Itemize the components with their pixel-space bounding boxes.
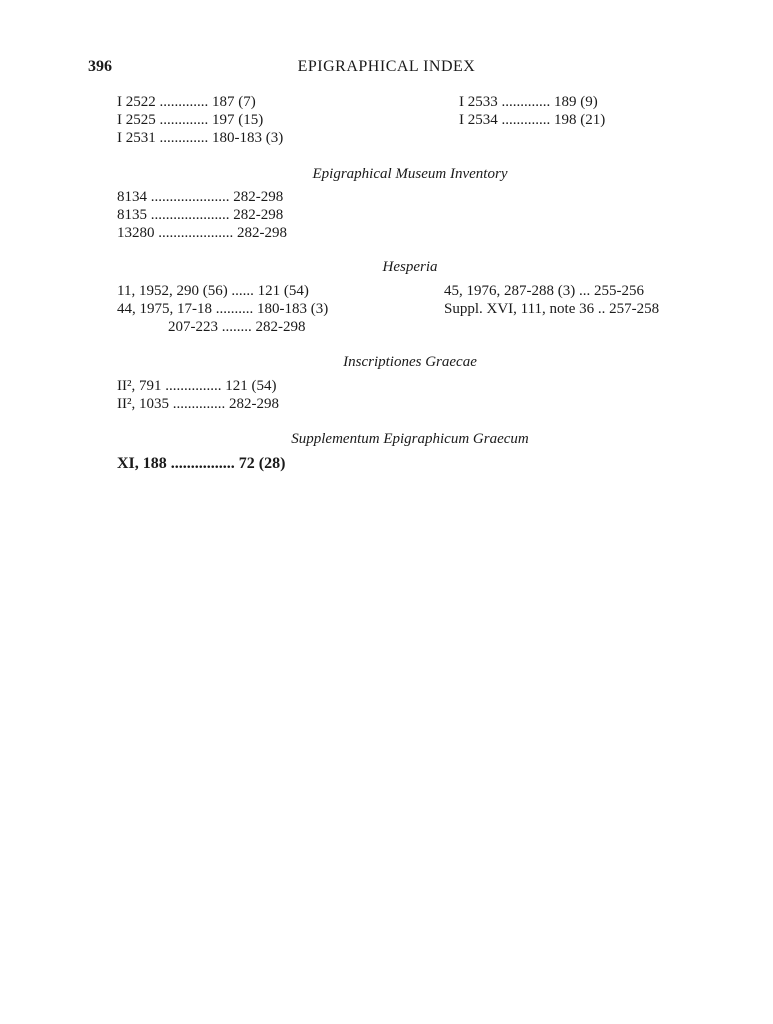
index-entry: 8135 ..................... 282-298 <box>117 207 284 223</box>
section-heading: Supplementum Epigraphicum Graecum <box>291 431 529 447</box>
index-entry: 11, 1952, 290 (56) ...... 121 (54) <box>117 283 309 299</box>
index-entry: I 2525 ............. 197 (15) <box>117 112 264 128</box>
running-head: EPIGRAPHICAL INDEX <box>297 58 476 75</box>
section-heading: Inscriptiones Graecae <box>343 354 477 370</box>
index-entry: Suppl. XVI, 111, note 36 .. 257-258 <box>444 301 660 317</box>
section-heading: Epigraphical Museum Inventory <box>312 166 508 182</box>
index-entry: I 2522 ............. 187 (7) <box>117 94 256 110</box>
index-entry: 44, 1975, 17-18 .......... 180-183 (3) <box>117 301 329 317</box>
index-entry: 207-223 ........ 282-298 <box>168 319 306 335</box>
index-entry: II², 1035 .............. 282-298 <box>117 396 279 412</box>
page-number: 396 <box>88 58 112 75</box>
index-entry: XI, 188 ................ 72 (28) <box>117 455 286 472</box>
index-entry: I 2533 ............. 189 (9) <box>459 94 598 110</box>
index-entry: I 2531 ............. 180-183 (3) <box>117 130 284 146</box>
index-entry: I 2534 ............. 198 (21) <box>459 112 606 128</box>
index-entry: 8134 ..................... 282-298 <box>117 189 284 205</box>
index-entry: 13280 .................... 282-298 <box>117 225 287 241</box>
section-heading: Hesperia <box>382 259 438 275</box>
index-entry: 45, 1976, 287-288 (3) ... 255-256 <box>444 283 644 299</box>
index-entry: II², 791 ............... 121 (54) <box>117 378 277 394</box>
